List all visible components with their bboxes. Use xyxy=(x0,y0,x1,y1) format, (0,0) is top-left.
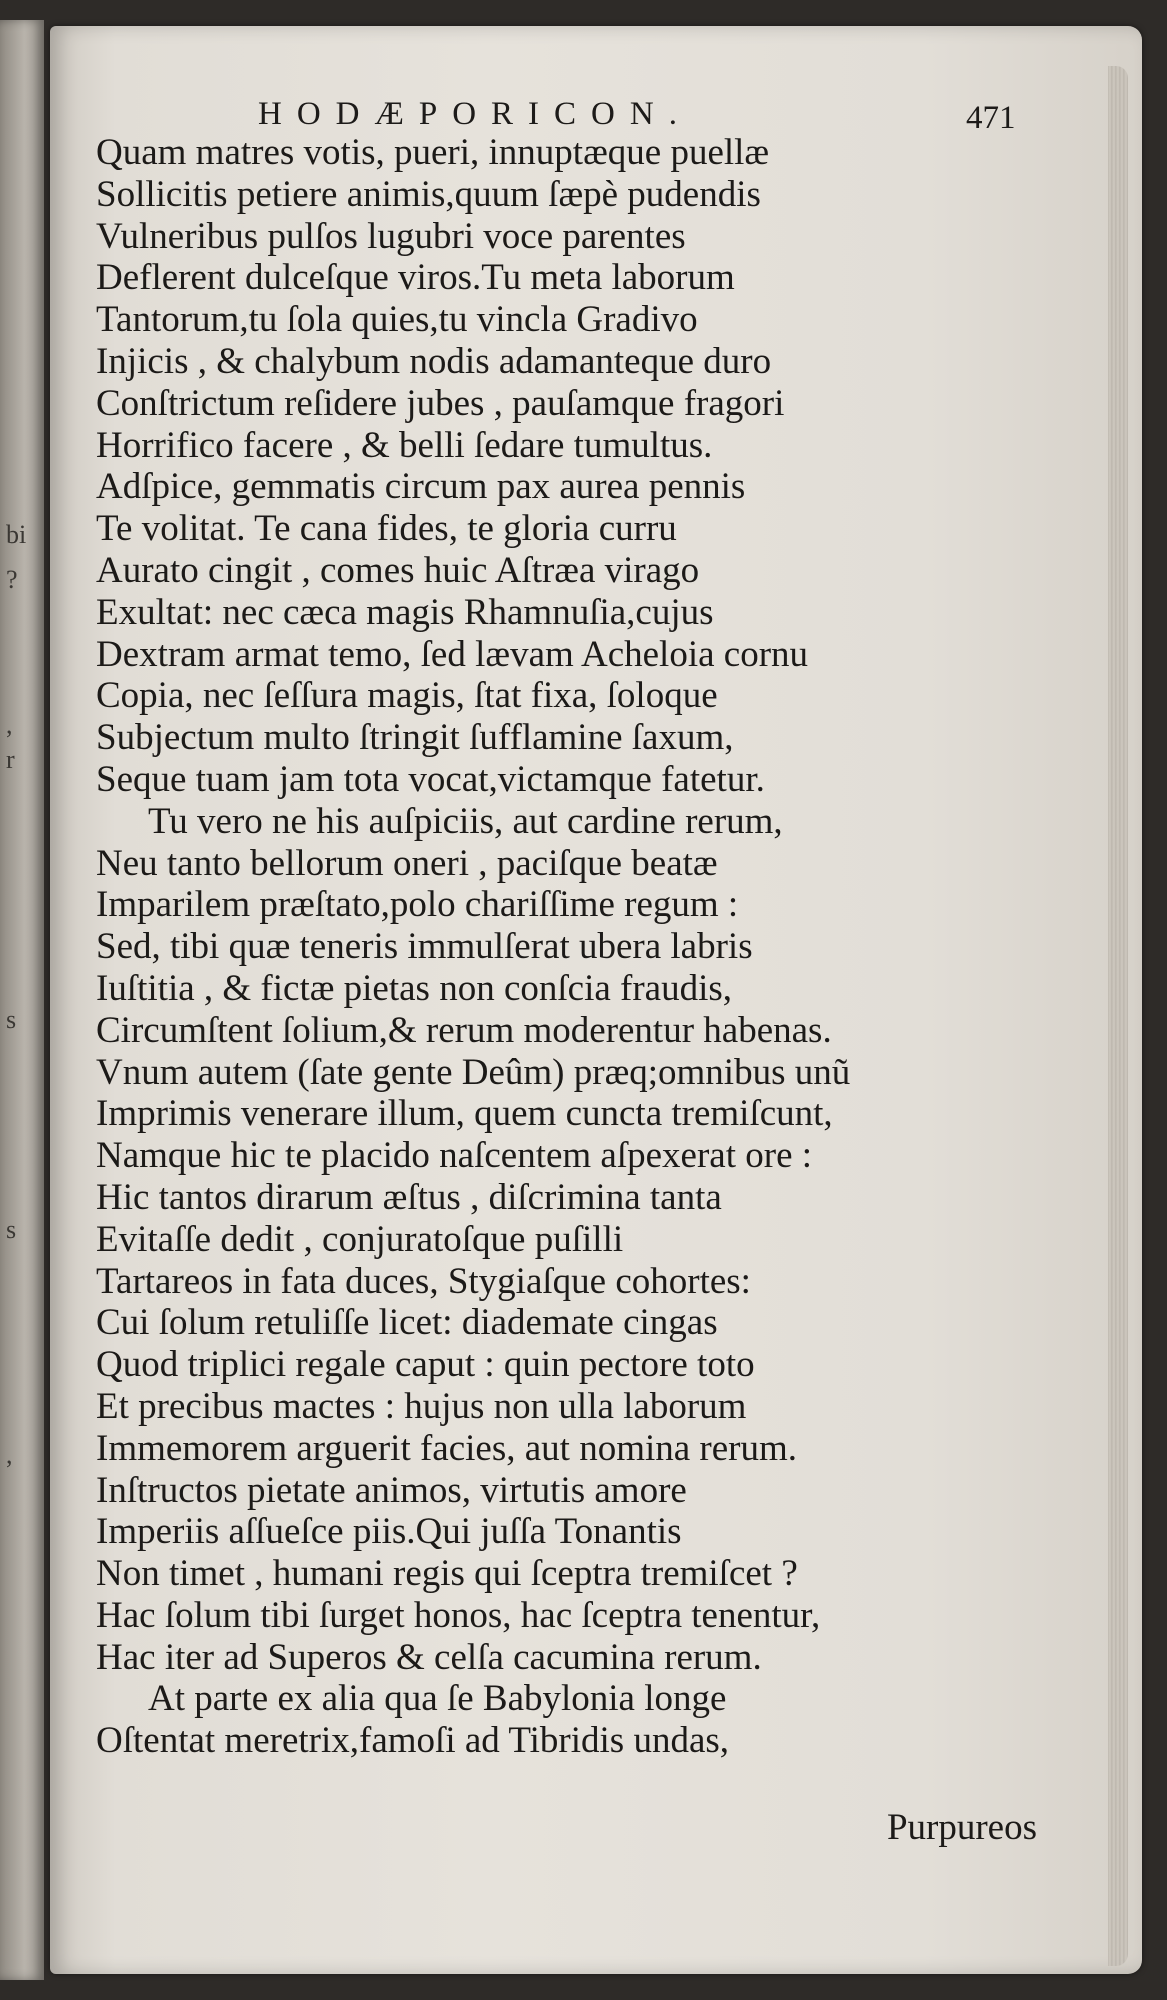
text-line: Sollicitis petiere animis,quum ſæpè pudendis xyxy=(96,173,761,215)
text-line: Copia, nec ſeſſura magis, ſtat fixa, ſoloque xyxy=(96,675,718,717)
facing-page-fragment: s xyxy=(6,1215,17,1244)
text-line: Quod triplici regale caput : quin pectore toto xyxy=(96,1344,755,1386)
text-line: Seque tuam jam tota vocat,victamque fatetur. xyxy=(96,758,765,800)
text-line: Circumſtent ſolium,& rerum moderentur habenas. xyxy=(96,1009,832,1051)
text-line: Evitaſſe dedit , conjuratoſque puſilli xyxy=(96,1218,624,1260)
text-line: Namque hic te placido naſcentem aſpexerat ore : xyxy=(96,1135,813,1177)
text-line: Hac iter ad Superos & celſa cacumina rerum. xyxy=(96,1636,762,1678)
text-line: At parte ex alia qua ſe Babylonia longe xyxy=(148,1678,727,1720)
text-line: Inſtructos pietate animos, virtutis amore xyxy=(96,1469,687,1511)
text-line: Imprimis venerare illum, quem cuncta tremiſcunt, xyxy=(96,1093,833,1135)
text-line: Subjectum multo ſtringit ſufflamine ſaxum, xyxy=(96,717,734,759)
text-line: Vnum autem (ſate gente Deûm) præq;omnibus unũ xyxy=(96,1051,851,1093)
facing-page-fragment: s xyxy=(6,1005,17,1034)
facing-page-fragments xyxy=(2,20,42,1980)
text-line: Dextram armat temo, ſed lævam Acheloia cornu xyxy=(96,633,809,675)
facing-page-fragment: , xyxy=(6,1440,13,1469)
page-edge-stack xyxy=(1108,66,1128,1966)
text-line: Exultat: nec cæca magis Rhamnuſia,cujus xyxy=(96,591,714,633)
text-line: Iuſtitia , & fictæ pietas non conſcia fraudis, xyxy=(96,967,733,1009)
facing-page-fragment: ? xyxy=(6,565,18,594)
text-line: Neu tanto bellorum oneri , paciſque beatæ xyxy=(96,842,718,884)
poem-body xyxy=(96,132,1076,1762)
text-line: Non timet , humani regis qui ſceptra tremiſcet ? xyxy=(96,1553,798,1595)
text-line: Tartareos in fata duces, Stygiaſque cohortes: xyxy=(96,1260,751,1302)
text-line: Imparilem præſtato,polo chariſſime regum : xyxy=(96,884,739,926)
text-line: Adſpice, gemmatis circum pax aurea pennis xyxy=(96,466,746,508)
text-line: Et precibus mactes : hujus non ulla laborum xyxy=(96,1385,747,1427)
text-line: Hic tantos dirarum æſtus , diſcrimina tanta xyxy=(96,1176,722,1218)
text-line: Hac ſolum tibi ſurget honos, hac ſceptra tenentur, xyxy=(96,1594,821,1636)
text-line: Deflerent dulceſque viros.Tu meta laborum xyxy=(96,257,735,299)
text-line: Vulneribus pulſos lugubri voce parentes xyxy=(96,215,686,257)
text-line: Aurato cingit , comes huic Aſtræa virago xyxy=(96,549,700,591)
text-line: Tu vero ne his auſpiciis, aut cardine rerum, xyxy=(148,800,783,842)
text-line: Cui ſolum retuliſſe licet: diademate cingas xyxy=(96,1302,718,1344)
facing-page-edge xyxy=(0,20,44,1980)
text-line: Imperiis aſſueſce piis.Qui juſſa Tonantis xyxy=(96,1511,682,1553)
text-line: Conſtrictum reſidere jubes , pauſamque fragori xyxy=(96,382,785,424)
text-line: Immemorem arguerit facies, aut nomina rerum. xyxy=(96,1427,798,1469)
catchword: Purpureos xyxy=(886,1807,1037,1848)
facing-page-fragment: r xyxy=(6,745,15,774)
text-line: Horrifico facere , & belli ſedare tumultus. xyxy=(96,424,713,466)
text-line: Quam matres votis, pueri, innuptæque puellæ xyxy=(96,132,770,173)
facing-page-fragment: bi xyxy=(6,520,27,549)
running-head: HODÆPORICON. xyxy=(258,96,692,132)
text-line: Oſtentat meretrix,famoſi ad Tibridis undas, xyxy=(96,1720,730,1762)
page-number: 471 xyxy=(966,100,1016,136)
text-line: Sed, tibi quæ teneris immulſerat ubera labris xyxy=(96,926,753,968)
text-line: Tantorum,tu ſola quies,tu vincla Gradivo xyxy=(96,299,698,341)
text-line: Injicis , & chalybum nodis adamanteque duro xyxy=(96,340,772,382)
facing-page-fragment: , xyxy=(6,710,13,739)
text-line: Te volitat. Te cana fides, te gloria curru xyxy=(96,508,677,550)
